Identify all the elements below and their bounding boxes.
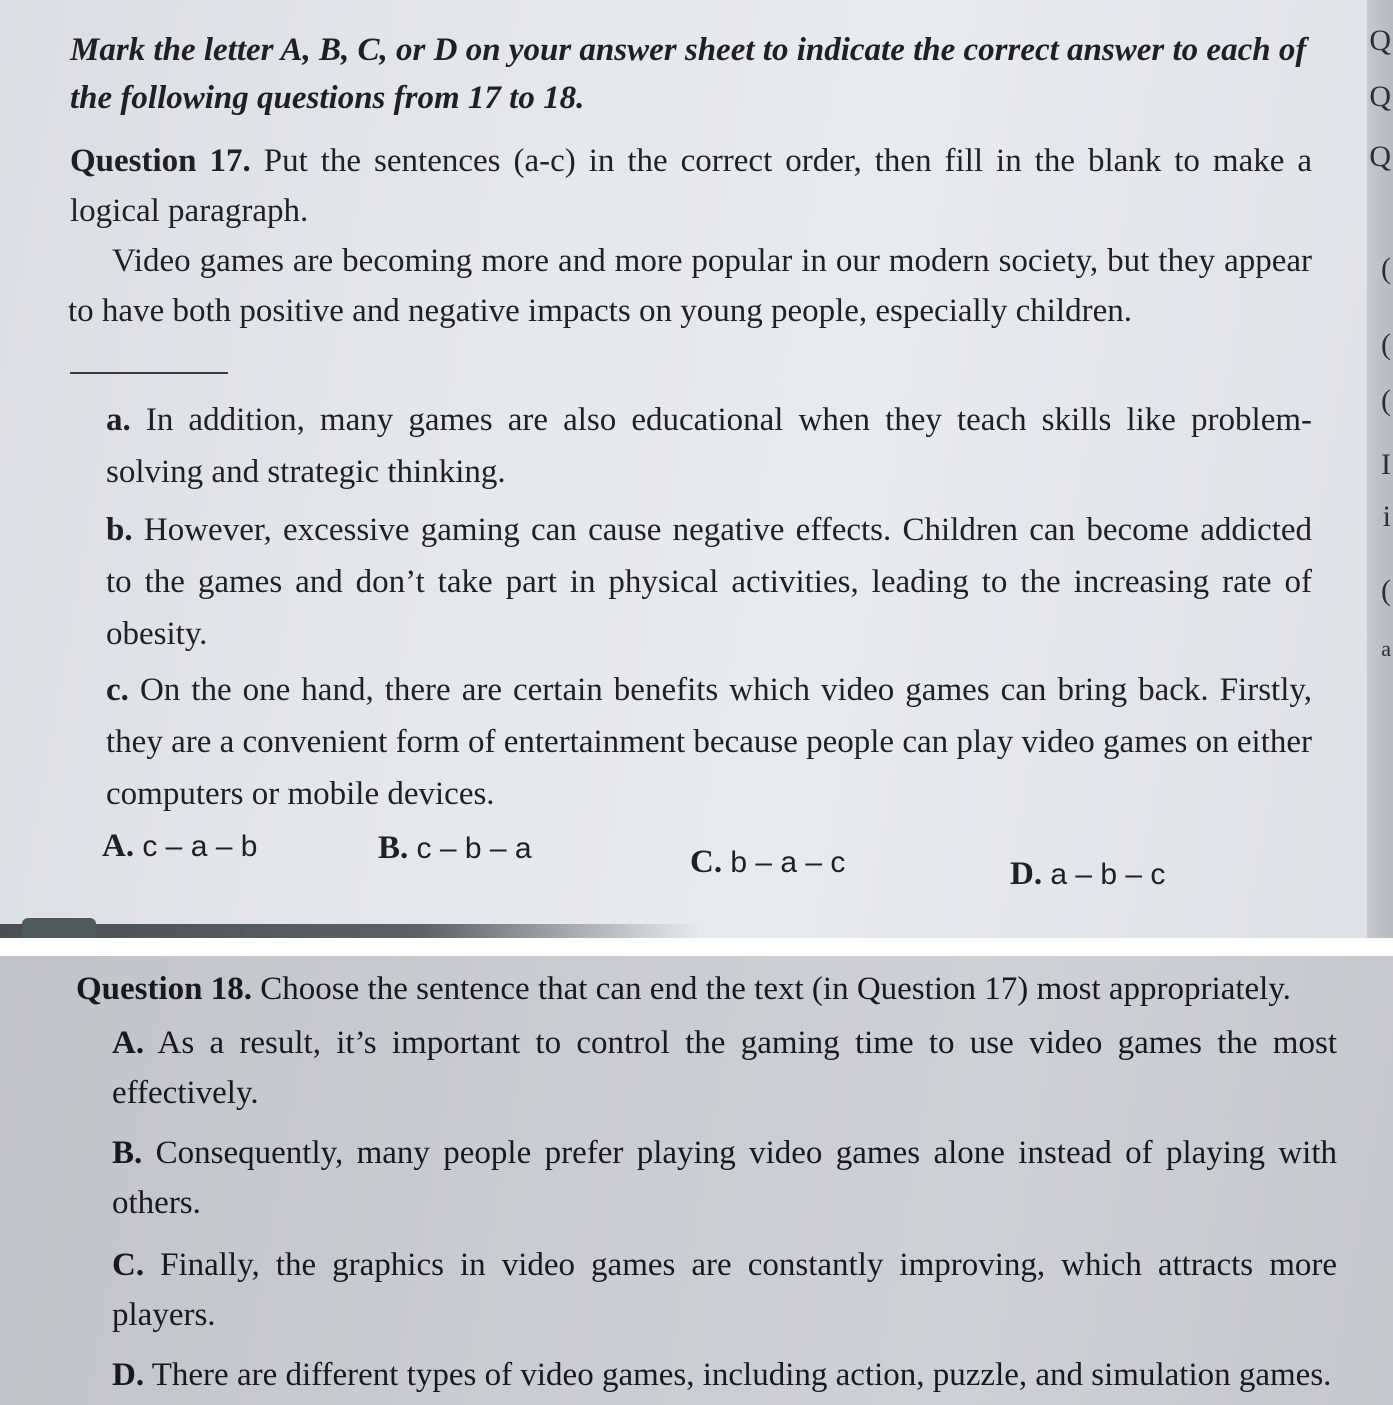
answer-blank bbox=[70, 372, 228, 374]
edge-glyph-2: Q bbox=[1369, 80, 1391, 113]
sentence-a-text: In addition, many games are also educational when they teach skills like problem-solving and strategic thinking. bbox=[106, 402, 1312, 490]
edge-glyph-5: ( bbox=[1381, 328, 1391, 361]
edge-glyph-8: i bbox=[1382, 500, 1391, 533]
answer-option-a[interactable] bbox=[102, 826, 257, 867]
book-edge-bar bbox=[0, 924, 700, 938]
option-c-text: Finally, the graphics in video games are constantly improving, which attracts more players. bbox=[112, 1247, 1337, 1333]
question-18-header bbox=[76, 966, 1341, 1012]
edge-glyph-7: I bbox=[1381, 448, 1391, 481]
option-c-letter: C. bbox=[112, 1247, 145, 1283]
question-18-label: Question 18. bbox=[76, 971, 253, 1007]
question-18-option-b[interactable] bbox=[112, 1128, 1337, 1228]
answer-d-letter: D. bbox=[1010, 856, 1043, 892]
question-18-prompt: Choose the sentence that can end the text (in Question 17) most appropriately. bbox=[260, 971, 1291, 1007]
option-b-letter: B. bbox=[112, 1135, 143, 1171]
sentence-c bbox=[106, 664, 1312, 820]
question-18-page bbox=[0, 956, 1393, 1405]
sentence-c-letter: c. bbox=[106, 672, 129, 708]
answer-a-letter: A. bbox=[102, 828, 135, 864]
sentence-b-letter: b. bbox=[106, 512, 133, 548]
sentence-b bbox=[106, 504, 1312, 660]
answer-c-value: b – a – c bbox=[730, 846, 846, 879]
option-b-text: Consequently, many people prefer playing video games alone instead of playing with others. bbox=[112, 1135, 1338, 1221]
edge-glyph-6: ( bbox=[1381, 384, 1391, 417]
edge-glyph-3: Q bbox=[1369, 140, 1391, 173]
instruction-text: Mark the letter A, B, C, or D on your answer sheet to indicate the correct answer to each of the following questions from 17 to 18. bbox=[70, 32, 1307, 116]
question-17-label: Question 17. bbox=[70, 143, 251, 179]
question-17-prompt: Put the sentences (a-c) in the correct order, then fill in the blank to make a logical paragraph. bbox=[70, 143, 1312, 229]
option-a-letter: A. bbox=[112, 1025, 145, 1061]
question-17-passage: Video games are becoming more and more popular in our modern society, but they appear to have both positive and negative impacts on young people, especially children. bbox=[68, 243, 1312, 329]
edge-glyph-4: ( bbox=[1381, 252, 1391, 285]
edge-glyph-10: a bbox=[1381, 636, 1391, 661]
answer-d-value: a – b – c bbox=[1050, 858, 1166, 891]
question-17-header bbox=[70, 136, 1312, 236]
image-separator bbox=[0, 938, 1393, 956]
book-edge-chip bbox=[22, 918, 96, 938]
question-18-option-c[interactable] bbox=[112, 1240, 1337, 1340]
option-a-text: As a result, it’s important to control the gaming time to use video games the most effectively. bbox=[112, 1025, 1337, 1111]
edge-glyph-1: Q bbox=[1369, 24, 1391, 57]
sentence-a bbox=[106, 394, 1312, 498]
sentence-c-text: On the one hand, there are certain benefits which video games can bring back. Firstly, they are a convenient form of entertainment because people can play video games on either computers or mobile devices. bbox=[106, 672, 1313, 812]
question-18-option-d[interactable] bbox=[112, 1350, 1337, 1400]
sentence-a-letter: a. bbox=[106, 402, 131, 438]
answer-option-d[interactable] bbox=[1010, 854, 1165, 895]
question-18-option-a[interactable] bbox=[112, 1018, 1337, 1118]
sentence-b-text: However, excessive gaming can cause negative effects. Children can become addicted to the games and don’t take part in physical activities, leading to the increasing rate of obesity. bbox=[106, 512, 1313, 652]
answer-b-value: c – b – a bbox=[416, 832, 532, 865]
answer-c-letter: C. bbox=[690, 844, 723, 880]
option-d-letter: D. bbox=[112, 1357, 145, 1393]
edge-glyph-9: ( bbox=[1381, 574, 1391, 607]
option-d-text: There are different types of video games, including action, puzzle, and simulation games. bbox=[151, 1357, 1332, 1393]
answer-option-c[interactable] bbox=[690, 842, 845, 883]
answer-option-b[interactable] bbox=[378, 828, 532, 869]
answer-a-value: c – a – b bbox=[142, 830, 258, 863]
answer-b-letter: B. bbox=[378, 830, 409, 866]
